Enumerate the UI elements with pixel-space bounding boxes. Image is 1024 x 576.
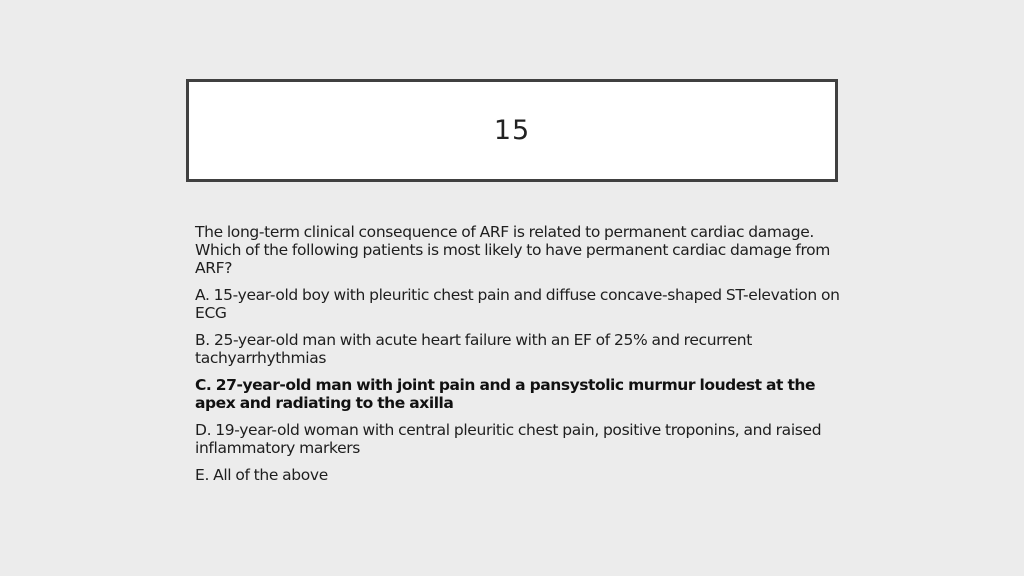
slide-title: 15 — [493, 115, 531, 146]
option-e: E. All of the above — [195, 466, 328, 484]
question-text: The long-term clinical consequence of ARF is related to permanent cardiac damage. Which of the following patients is most likely to have permanent cardiac damage from ARF? — [195, 223, 831, 277]
slide-body — [195, 223, 845, 493]
option-c-correct-answer: C. 27-year-old man with joint pain and a pansystolic murmur loudest at the apex and radiating to the axilla — [195, 376, 816, 412]
option-b: B. 25-year-old man with acute heart failure with an EF of 25% and recurrent tachyarrhythmias — [195, 331, 752, 367]
option-d: D. 19-year-old woman with central pleuritic chest pain, positive troponins, and raised inflammatory markers — [195, 421, 822, 457]
slide-title-box — [186, 79, 838, 182]
option-a: A. 15-year-old boy with pleuritic chest pain and diffuse concave-shaped ST-elevation on ECG — [195, 286, 840, 322]
